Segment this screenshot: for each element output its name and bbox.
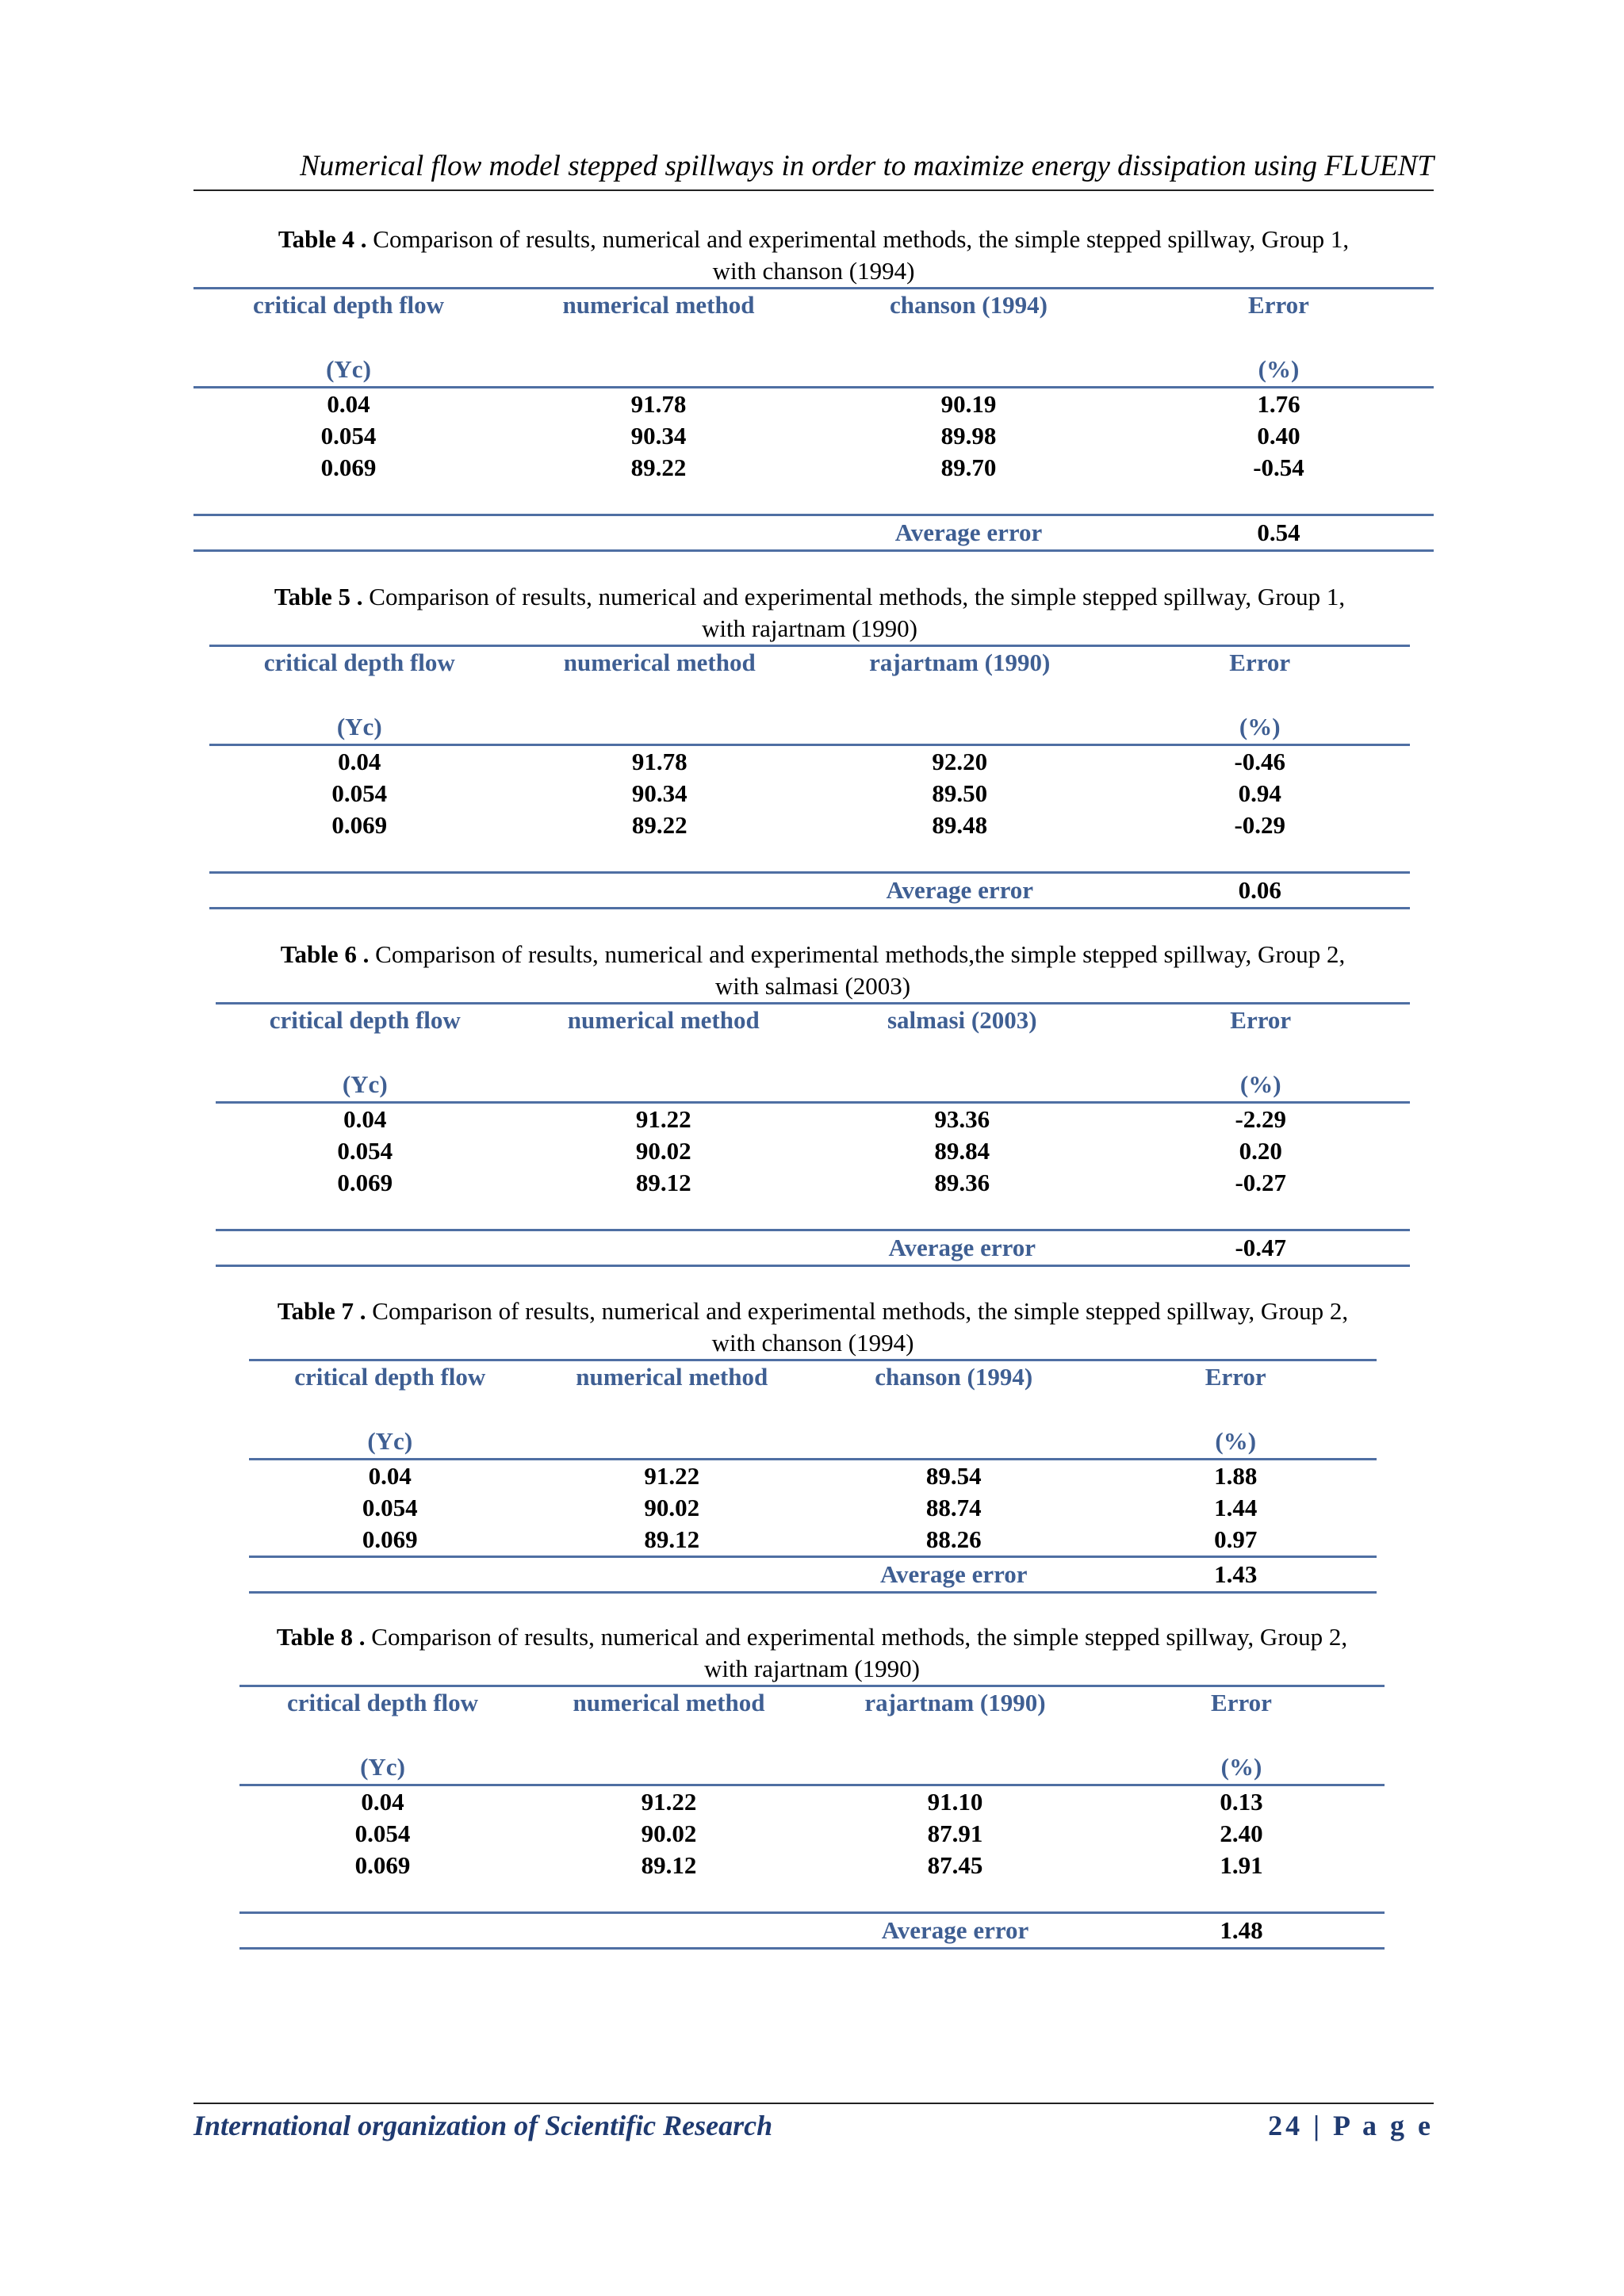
average-label: Average error — [813, 1230, 1112, 1266]
table-label: Table 4 . — [278, 225, 367, 253]
column-header: numerical method — [526, 1686, 812, 1751]
empty-cell — [239, 1881, 526, 1913]
column-header: numerical method — [515, 1004, 814, 1069]
column-subheader — [812, 1751, 1098, 1785]
column-subheader: (Yc) — [209, 710, 510, 745]
page-footer — [193, 2103, 1434, 2142]
table-cell: 90.02 — [644, 1494, 700, 1521]
column-subheader: (%) — [1110, 710, 1411, 745]
table-cell: 0.04 — [368, 1462, 412, 1490]
average-row — [209, 873, 1410, 909]
average-label: Average error — [810, 873, 1110, 909]
table-row — [209, 778, 1410, 809]
spacer-row — [216, 1199, 1410, 1230]
column-header: Error — [1124, 289, 1434, 354]
table-cell: 0.069 — [354, 1851, 411, 1879]
column-header: critical depth flow — [209, 646, 510, 711]
table-cell: 1.91 — [1220, 1851, 1263, 1879]
table-cell: 89.36 — [934, 1169, 990, 1196]
subheader-row — [216, 1068, 1410, 1103]
table-cell: 1.44 — [1214, 1494, 1258, 1521]
empty-cell — [504, 515, 814, 551]
data-table — [249, 1359, 1377, 1594]
column-subheader — [810, 710, 1110, 745]
column-subheader — [526, 1751, 812, 1785]
empty-cell — [814, 484, 1124, 515]
table-row — [209, 809, 1410, 841]
average-label: Average error — [813, 1557, 1095, 1593]
table-row — [193, 420, 1434, 452]
column-header: Error — [1095, 1360, 1377, 1425]
table-cell: 90.02 — [635, 1137, 691, 1165]
table-cell: 89.70 — [940, 453, 997, 481]
table-cell: 89.48 — [932, 811, 988, 839]
column-header: numerical method — [531, 1360, 814, 1425]
empty-cell — [504, 484, 814, 515]
caption-line-1: Comparison of results, numerical and experimental methods, the simple stepped spillway, Group 1, — [369, 583, 1346, 610]
caption-line-2: with salmasi (2003) — [714, 972, 911, 1000]
caption-line-1: Comparison of results, numerical and experimental methods, the simple stepped spillway, Group 2, — [371, 1623, 1348, 1651]
column-subheader: (%) — [1098, 1751, 1385, 1785]
table-cell: 0.069 — [362, 1525, 418, 1553]
table-cell: 0.04 — [343, 1105, 387, 1133]
subheader-row — [239, 1751, 1385, 1785]
column-header: Error — [1110, 646, 1411, 711]
column-subheader: (Yc) — [193, 353, 504, 388]
table-cell: -2.29 — [1235, 1105, 1287, 1133]
average-row — [193, 515, 1434, 551]
column-header: rajartnam (1990) — [812, 1686, 1098, 1751]
table-row — [209, 745, 1410, 779]
data-table — [239, 1685, 1385, 1950]
table-block-5 — [209, 581, 1410, 909]
table-cell: 0.054 — [320, 422, 377, 450]
column-subheader: (%) — [1124, 353, 1434, 388]
column-subheader: (Yc) — [216, 1068, 515, 1103]
empty-cell — [812, 1881, 1098, 1913]
page-number: 24 | P a g e — [1268, 2110, 1434, 2141]
table-cell: 1.76 — [1257, 390, 1300, 418]
running-header — [193, 149, 1434, 191]
table-cell: 90.34 — [631, 779, 688, 807]
column-header: critical depth flow — [239, 1686, 526, 1751]
table-cell: 91.22 — [635, 1105, 691, 1133]
column-header: Error — [1112, 1004, 1411, 1069]
empty-cell — [1110, 841, 1411, 873]
table-row — [249, 1492, 1377, 1524]
header-row — [249, 1360, 1377, 1425]
column-subheader: (Yc) — [249, 1425, 531, 1460]
caption-line-2: with rajartnam (1990) — [703, 1655, 921, 1682]
table-cell: 0.40 — [1257, 422, 1300, 450]
column-subheader — [515, 1068, 814, 1103]
empty-cell — [249, 1557, 531, 1593]
table-cell: 89.22 — [630, 453, 687, 481]
header-row — [239, 1686, 1385, 1751]
empty-cell — [216, 1199, 515, 1230]
empty-cell — [216, 1230, 515, 1266]
average-value: 0.54 — [1124, 515, 1434, 551]
journal-name: International organization of Scientific Research — [193, 2110, 773, 2141]
empty-cell — [1098, 1881, 1385, 1913]
table-row — [216, 1103, 1410, 1136]
data-table — [216, 1002, 1410, 1267]
spacer-row — [193, 484, 1434, 515]
column-header: critical depth flow — [216, 1004, 515, 1069]
table-cell: 89.22 — [631, 811, 688, 839]
header-row — [193, 289, 1434, 354]
column-header: chanson (1994) — [813, 1360, 1095, 1425]
table-cell: 89.12 — [644, 1525, 700, 1553]
table-caption — [193, 224, 1434, 287]
table-row — [239, 1785, 1385, 1819]
average-label: Average error — [812, 1913, 1098, 1949]
table-cell: 0.97 — [1214, 1525, 1258, 1553]
table-cell: 89.12 — [635, 1169, 691, 1196]
empty-cell — [526, 1913, 812, 1949]
subheader-row — [193, 353, 1434, 388]
table-cell: 90.34 — [630, 422, 687, 450]
table-caption — [216, 939, 1410, 1002]
table-cell: 87.91 — [927, 1820, 983, 1847]
empty-cell — [209, 873, 510, 909]
table-block-7 — [249, 1295, 1377, 1594]
table-cell: 89.50 — [932, 779, 988, 807]
running-title: Numerical flow model stepped spillways in order to maximize energy dissipation using FLUENT — [300, 150, 1434, 182]
average-row — [216, 1230, 1410, 1266]
empty-cell — [531, 1557, 814, 1593]
empty-cell — [526, 1881, 812, 1913]
average-value: -0.47 — [1112, 1230, 1411, 1266]
caption-line-2: with chanson (1994) — [712, 257, 915, 285]
caption-line-1: Comparison of results, numerical and experimental methods,the simple stepped spillway, Group 2, — [375, 940, 1346, 968]
table-label: Table 8 . — [276, 1623, 366, 1651]
table-cell: 0.069 — [337, 1169, 393, 1196]
table-cell: 91.22 — [641, 1788, 697, 1816]
table-cell: 0.054 — [354, 1820, 411, 1847]
table-cell: 91.22 — [644, 1462, 700, 1490]
column-subheader: (%) — [1095, 1425, 1377, 1460]
table-cell: 89.98 — [940, 422, 997, 450]
table-cell: 87.45 — [927, 1851, 983, 1879]
empty-cell — [510, 873, 810, 909]
table-cell: 93.36 — [934, 1105, 990, 1133]
column-subheader — [813, 1068, 1112, 1103]
table-label: Table 7 . — [277, 1297, 366, 1325]
average-value: 1.43 — [1095, 1557, 1377, 1593]
table-cell: 0.04 — [327, 390, 370, 418]
data-table — [209, 645, 1410, 909]
empty-cell — [209, 841, 510, 873]
table-cell: 88.26 — [925, 1525, 982, 1553]
caption-line-2: with rajartnam (1990) — [701, 614, 918, 642]
caption-line-1: Comparison of results, numerical and experimental methods, the simple stepped spillway, Group 2, — [372, 1297, 1349, 1325]
empty-cell — [515, 1230, 814, 1266]
table-cell: 0.069 — [331, 811, 388, 839]
table-cell: 91.78 — [631, 748, 688, 775]
column-subheader — [814, 353, 1124, 388]
table-cell: 0.20 — [1239, 1137, 1282, 1165]
table-cell: -0.27 — [1235, 1169, 1287, 1196]
empty-cell — [193, 484, 504, 515]
table-caption — [209, 581, 1410, 645]
empty-cell — [515, 1199, 814, 1230]
spacer-row — [239, 1881, 1385, 1913]
table-row — [216, 1167, 1410, 1199]
table-cell: 0.94 — [1238, 779, 1281, 807]
table-cell: 89.84 — [934, 1137, 990, 1165]
column-subheader: (Yc) — [239, 1751, 526, 1785]
table-label: Table 5 . — [274, 583, 363, 610]
data-table — [193, 287, 1434, 552]
average-row — [249, 1557, 1377, 1593]
table-block-4 — [193, 224, 1434, 552]
column-header: critical depth flow — [249, 1360, 531, 1425]
table-cell: 0.13 — [1220, 1788, 1263, 1816]
table-caption — [216, 1621, 1408, 1685]
empty-cell — [1112, 1199, 1411, 1230]
table-block-6 — [216, 939, 1410, 1267]
empty-cell — [813, 1199, 1112, 1230]
table-block-8 — [239, 1621, 1385, 1950]
column-header: numerical method — [510, 646, 810, 711]
column-header: numerical method — [504, 289, 814, 354]
table-row — [239, 1818, 1385, 1850]
table-cell: 89.12 — [641, 1851, 697, 1879]
column-subheader — [813, 1425, 1095, 1460]
table-cell: 0.054 — [331, 779, 388, 807]
spacer-row — [209, 841, 1410, 873]
table-row — [193, 388, 1434, 421]
table-cell: 1.88 — [1214, 1462, 1258, 1490]
average-value: 0.06 — [1110, 873, 1411, 909]
column-subheader: (%) — [1112, 1068, 1411, 1103]
caption-line-1: Comparison of results, numerical and experimental methods, the simple stepped spillway, Group 1, — [373, 225, 1350, 253]
table-cell: 0.069 — [320, 453, 377, 481]
table-cell: 0.054 — [362, 1494, 418, 1521]
table-row — [216, 1135, 1410, 1167]
average-value: 1.48 — [1098, 1913, 1385, 1949]
table-row — [249, 1460, 1377, 1493]
table-cell: 2.40 — [1220, 1820, 1263, 1847]
empty-cell — [510, 841, 810, 873]
table-cell: 90.02 — [641, 1820, 697, 1847]
table-cell: 0.04 — [338, 748, 381, 775]
table-caption — [216, 1295, 1410, 1359]
table-row — [239, 1850, 1385, 1881]
table-cell: 0.054 — [337, 1137, 393, 1165]
empty-cell — [239, 1913, 526, 1949]
subheader-row — [249, 1425, 1377, 1460]
subheader-row — [209, 710, 1410, 745]
header-row — [216, 1004, 1410, 1069]
table-cell: 89.54 — [925, 1462, 982, 1490]
table-cell: 88.74 — [925, 1494, 982, 1521]
table-cell: 91.78 — [630, 390, 687, 418]
column-subheader — [531, 1425, 814, 1460]
column-header: rajartnam (1990) — [810, 646, 1110, 711]
caption-line-2: with chanson (1994) — [711, 1329, 914, 1357]
table-cell: -0.54 — [1253, 453, 1304, 481]
table-cell: 91.10 — [927, 1788, 983, 1816]
table-cell: 92.20 — [932, 748, 988, 775]
average-label: Average error — [814, 515, 1124, 551]
column-subheader — [504, 353, 814, 388]
header-row — [209, 646, 1410, 711]
table-cell: -0.29 — [1234, 811, 1286, 839]
empty-cell — [193, 515, 504, 551]
average-row — [239, 1913, 1385, 1949]
column-header: critical depth flow — [193, 289, 504, 354]
column-header: salmasi (2003) — [813, 1004, 1112, 1069]
column-header: chanson (1994) — [814, 289, 1124, 354]
table-row — [249, 1524, 1377, 1557]
empty-cell — [1124, 484, 1434, 515]
column-header: Error — [1098, 1686, 1385, 1751]
table-cell: 0.04 — [361, 1788, 404, 1816]
table-cell: 90.19 — [940, 390, 997, 418]
empty-cell — [810, 841, 1110, 873]
table-row — [193, 452, 1434, 484]
table-cell: -0.46 — [1234, 748, 1286, 775]
column-subheader — [510, 710, 810, 745]
table-label: Table 6 . — [280, 940, 370, 968]
